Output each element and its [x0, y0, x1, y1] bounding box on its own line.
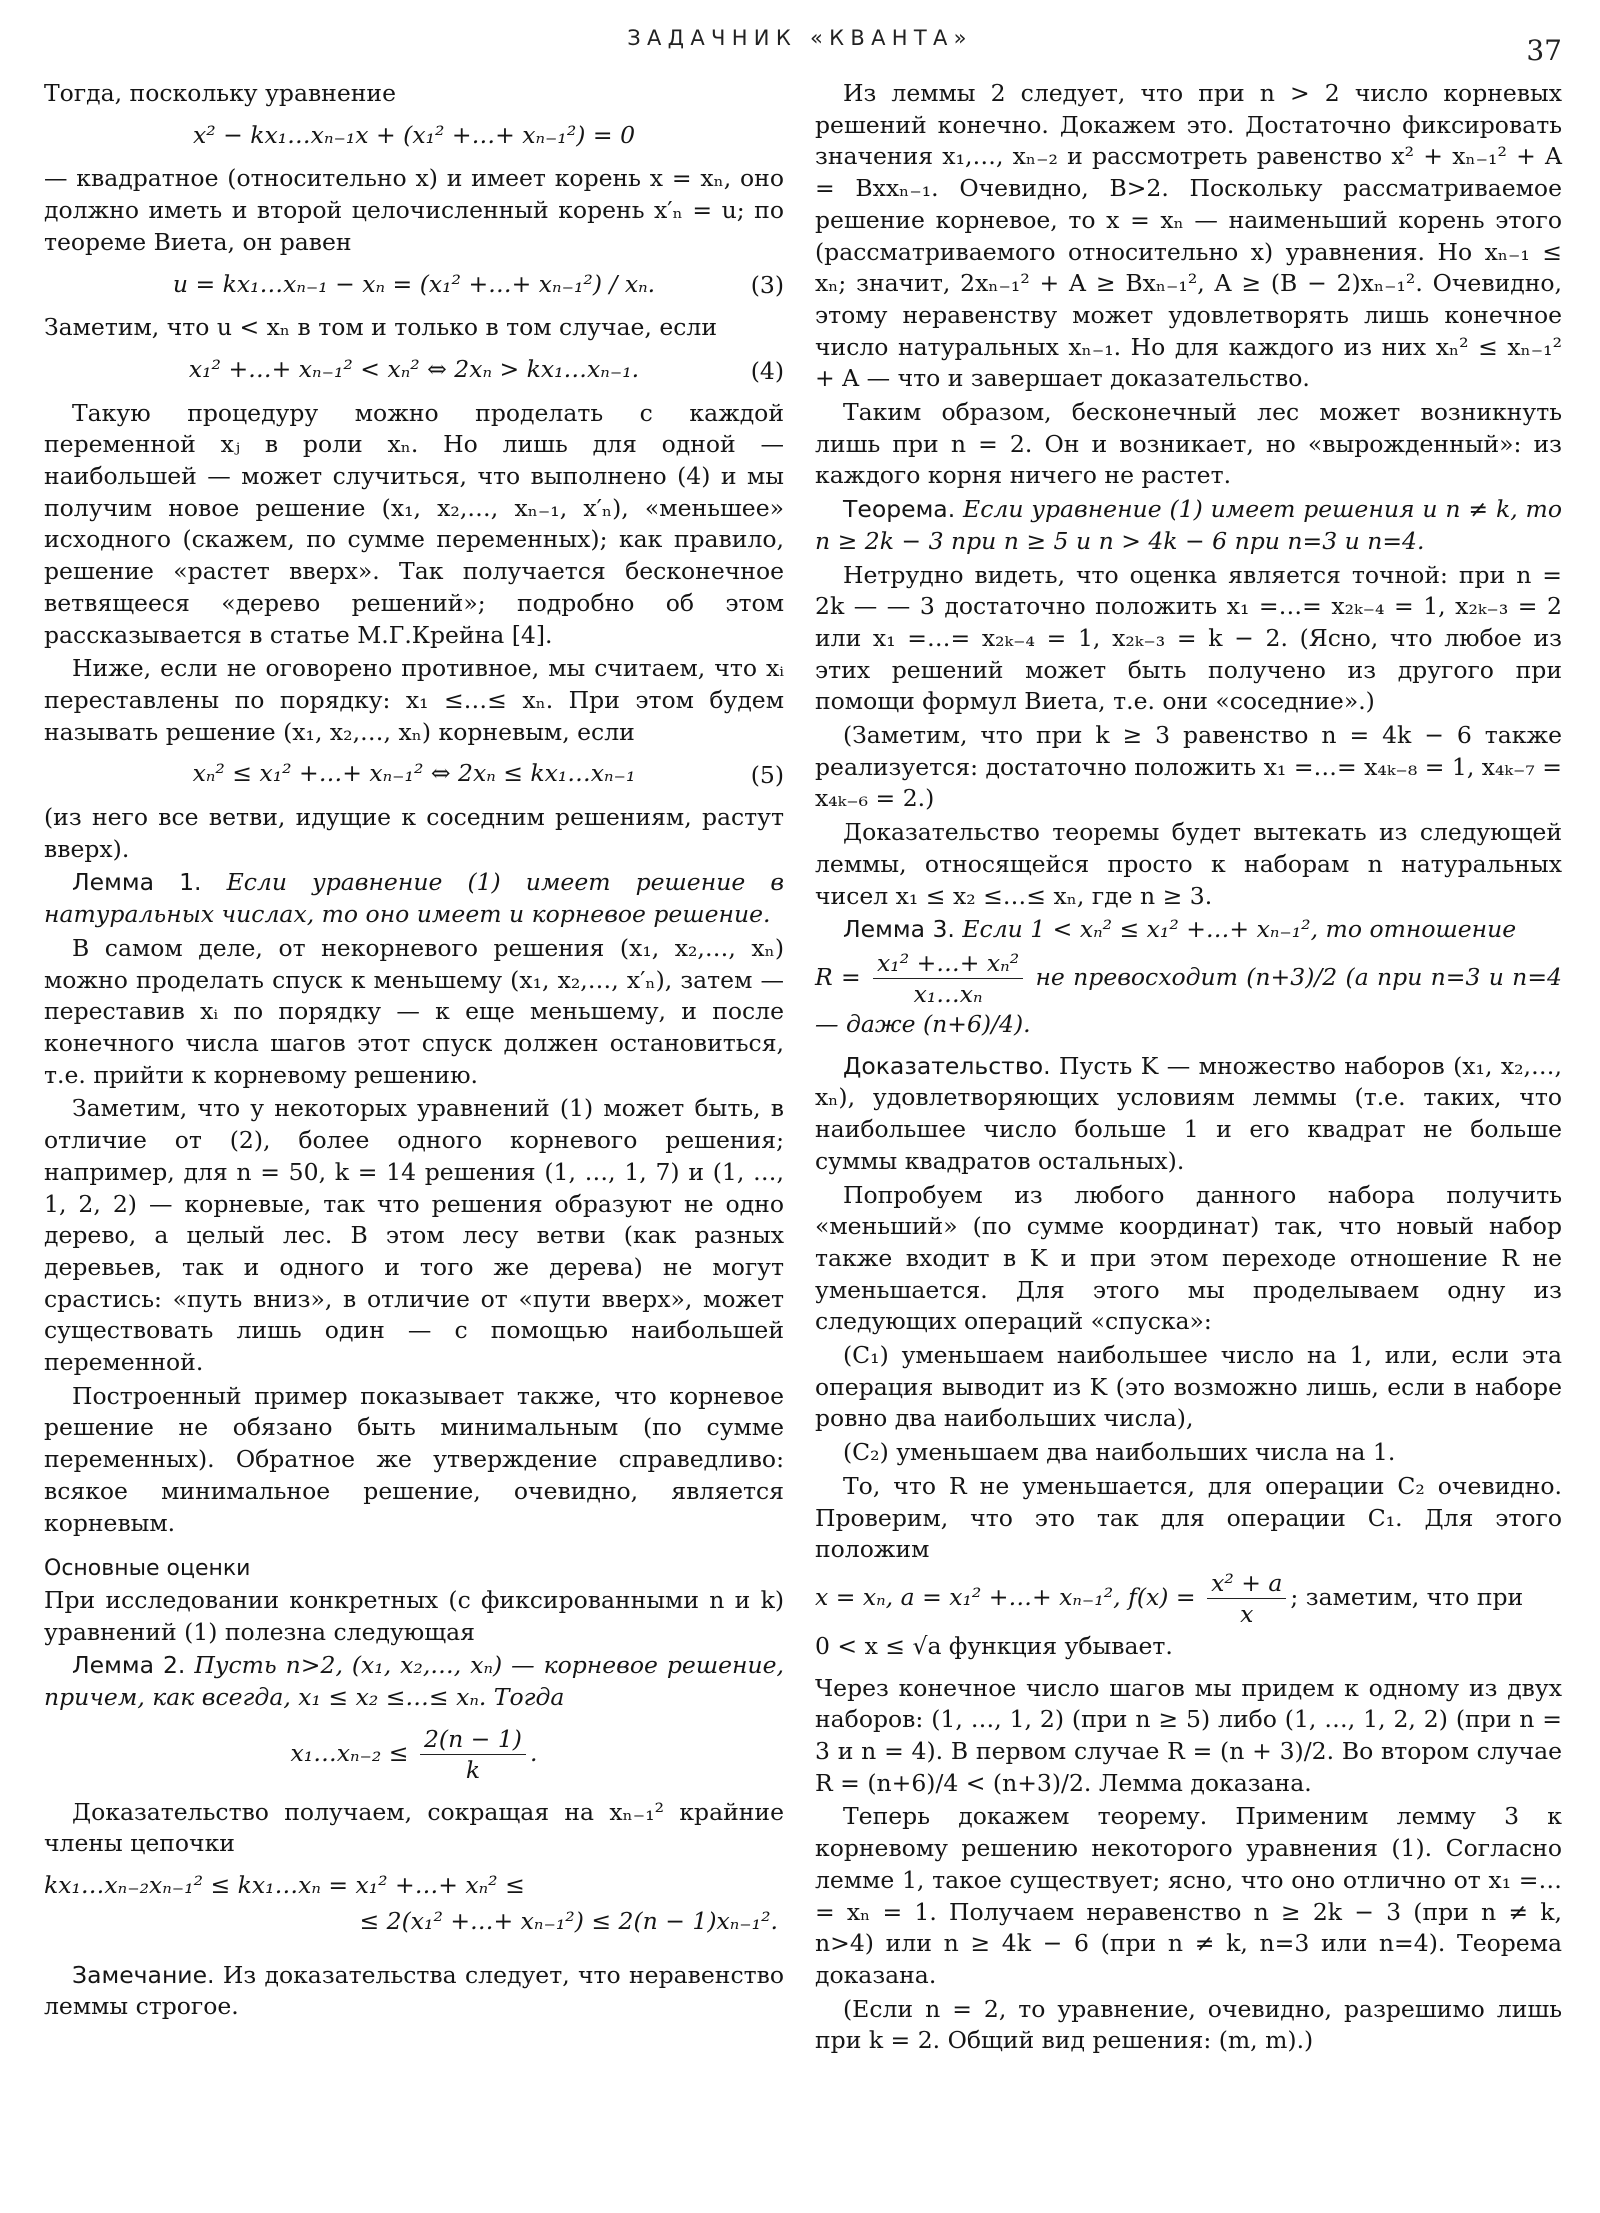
- formula-chain-2: ≤ 2(x₁² +…+ xₙ₋₁²) ≤ 2(n − 1)xₙ₋₁².: [359, 1906, 778, 1935]
- lemma-text: не превосходит (n+3)/2 (а при n=3 и n=4 — даже (n+6)/4).: [815, 962, 1562, 1038]
- left-column: [44, 78, 784, 2025]
- paragraph: Тогда, поскольку уравнение: [44, 79, 396, 107]
- numerator: x² + a: [1207, 1568, 1286, 1599]
- right-column: [815, 78, 1562, 2059]
- formula-3: [44, 261, 784, 313]
- formula-left: x₁…xₙ₋₂ ≤: [290, 1738, 409, 1767]
- formula-body: u = kx₁…xₙ₋₁ − xₙ = (x₁² +…+ xₙ₋₁²) / xₙ.: [172, 269, 656, 298]
- paragraph: (C₁) уменьшаем наибольшее число на 1, или, если эта операция выводит из K (это возможно лишь, если в наборе ровно два наибольших числа),: [815, 1341, 1562, 1433]
- paragraph: Заметим, что у некоторых уравнений (1) может быть, в отличие от (2), более одного корневого решения; например, для n = 50, k = 14 решения (1, …, 1, 7) и (1, …, 1, 2, 2) — корневые, так что решения образуют не одно дерево, а целый лес. В этом лесу ветви (как разных деревьев, так и одного и того же дерева) не могут срастись: «путь вниз», в отличие от «пути вверх», может существовать лишь один — с помощью наибольшей переменной.: [44, 1094, 784, 1377]
- lemma-1: [44, 867, 784, 930]
- page-number: 37: [1526, 34, 1562, 67]
- denominator: x₁…xₙ: [913, 979, 983, 1008]
- lemma-2: [44, 1650, 784, 1713]
- paragraph: Таким образом, бесконечный лес может возникнуть лишь при n = 2. Он и возникает, но «вырожденный»: из каждого корня ничего не растет.: [815, 398, 1562, 490]
- paragraph: (C₂) уменьшаем два наибольших числа на 1.: [843, 1438, 1396, 1467]
- paragraph: При исследовании конкретных (с фиксированными n и k) уравнений (1) полезна следующая: [44, 1585, 784, 1646]
- formula-chain-1: kx₁…xₙ₋₂xₙ₋₁² ≤ kx₁…xₙ = x₁² +…+ xₙ² ≤: [44, 1871, 525, 1900]
- formula-body: x₁² +…+ xₙ₋₁² < xₙ² ⇔ 2xₙ > kx₁…xₙ₋₁.: [188, 354, 640, 383]
- remark: [44, 1960, 784, 2023]
- section-heading: Основные оценки: [44, 1556, 251, 1582]
- formula-5: [44, 750, 784, 802]
- theorem-text: Если уравнение (1) имеет решения и n ≠ k, то n ≥ 2k − 3 при n ≥ 5 и n > 4k − 6 при n=3 и n=4.: [815, 495, 1562, 555]
- paragraph: (из него все ветви, идущие к соседним решениям, растут вверх).: [44, 803, 784, 863]
- paragraph: Попробуем из любого данного набора получить «меньший» (по сумме координат) так, что новый набор также входит в K и при этом переходе отношение R не уменьшается. Для этого мы проделываем одну из следующих операций «спуска»:: [815, 1180, 1562, 1336]
- fraction: [420, 1724, 526, 1785]
- proof: [815, 1051, 1562, 1178]
- formula-body: xₙ² ≤ x₁² +…+ xₙ₋₁² ⇔ 2xₙ ≤ kx₁…xₙ₋₁: [192, 759, 636, 788]
- lemma-R: R =: [815, 962, 861, 991]
- text: ; заметим, что при: [1290, 1582, 1524, 1611]
- fraction: [1207, 1568, 1286, 1629]
- numerator: x₁² +…+ xₙ²: [873, 948, 1023, 979]
- paragraph: 0 < x ≤ √a функция убывает.: [815, 1631, 1173, 1660]
- fraction: [873, 948, 1023, 1009]
- lemma-3: [815, 914, 1562, 946]
- paragraph: Нетрудно видеть, что оценка является точной: при n = 2k — — 3 достаточно положить x₁ =…= x₂ₖ₋₄ = 1, x₂ₖ₋₃ = 2 или x₁ =…= x₂ₖ₋₄ = 1, x₂ₖ₋₃ = k − 2. (Ясно, что любое из этих решений может быть получено из другого при помощи формул Виета, т.е. они «соседние».): [815, 560, 1562, 716]
- paragraph: Такую процедуру можно проделать с каждой переменной xⱼ в роли xₙ. Но лишь для одной — наибольшей — может случиться, что выполнено (4) и мы получим новое решение (x₁, x₂,…, xₙ₋₁, x′ₙ), «меньшее» исходного (скажем, по сумме переменных); как правило, решение «растет вверх». Так получается бесконечное ветвящееся «дерево решений»; подробно об этом рассказывается в статье М.Г.Крейна [4].: [44, 398, 784, 649]
- paragraph: Через конечное число шагов мы придем к одному из двух наборов: (1, …, 1, 2) (при n ≥ 5) либо (1, …, 1, 2, 2) (при n = 3 и n = 4). В первом случае R = (n + 3)/2. Во втором случае R = (n+6)/4 < (n+3)/2. Лемма доказана.: [815, 1673, 1562, 1797]
- formula-4: [44, 346, 784, 398]
- paragraph: (Заметим, что при k ≥ 3 равенство n = 4k − 6 также реализуется: достаточно положить x₁ =…= x₄ₖ₋₈ = 1, x₄ₖ₋₇ = x₄ₖ₋₆ = 2.): [815, 721, 1562, 813]
- proof-label: Доказательство.: [843, 1051, 1051, 1080]
- formula: x² − kx₁…xₙ₋₁x + (x₁² +…+ xₙ₋₁²) = 0: [192, 120, 636, 149]
- paragraph: Заметим, что u < xₙ в том и только в том случае, если: [44, 313, 718, 342]
- numerator: 2(n − 1): [420, 1724, 526, 1755]
- paragraph: — квадратное (относительно x) и имеет корень x = xₙ, оно должно иметь и второй целочисленный корень x′ₙ = u; по теореме Виета, он равен: [44, 164, 784, 256]
- paragraph: Ниже, если не оговорено противное, мы считаем, что xᵢ переставлены по порядку: x₁ ≤…≤ xₙ. При этом будем называть решение (x₁, x₂,…, xₙ) корневым, если: [44, 654, 784, 746]
- paragraph: Доказательство получаем, сокращая на xₙ₋₁² крайние члены цепочки: [44, 1797, 784, 1858]
- running-head: ЗАДАЧНИК «КВАНТА»: [627, 26, 973, 50]
- lemma-text: Если уравнение (1) имеет решение в натуральных числах, то оно имеет и корневое решение.: [44, 868, 784, 929]
- lemma-label: Лемма 3.: [843, 915, 955, 944]
- proof-text: Пусть K — множество наборов (x₁, x₂,…, xₙ), удовлетворяющих условиям леммы (т.е. таких, что наибольшее число больше 1 и его квадрат не больше суммы квадратов остальных).: [815, 1051, 1562, 1175]
- equation-number: (3): [750, 271, 784, 300]
- theorem: [815, 494, 1562, 557]
- paragraph: Из леммы 2 следует, что при n > 2 число корневых решений конечно. Докажем это. Достаточно фиксировать значения x₁,…, xₙ₋₂ и рассмотреть равенство x² + xₙ₋₁² + A = Bxxₙ₋₁. Очевидно, B>2. Поскольку рассматриваемое решение корневое, то x = xₙ — наименьший корень этого (рассматриваемого относительно x) уравнения. Но xₙ₋₁ ≤ xₙ; значит, 2xₙ₋₁² + A ≥ Bxₙ₋₁², A ≥ (B − 2)xₙ₋₁². Очевидно, этому неравенству может удовлетворять лишь конечное число натуральных xₙ₋₁. Но для каждого из них xₙ² ≤ xₙ₋₁² + A — что и завершает доказательство.: [815, 79, 1562, 393]
- remark-label: Замечание.: [72, 1960, 215, 1989]
- lemma-text: Пусть n>2, (x₁, x₂,…, xₙ) — корневое решение, причем, как всегда, x₁ ≤ x₂ ≤…≤ xₙ. Тогда: [44, 1651, 784, 1712]
- lemma-3-cont: [815, 948, 1562, 1041]
- paragraph: То, что R не уменьшается, для операции C₂ очевидно. Проверим, что это так для операции C₁. Для этого положим: [815, 1471, 1562, 1564]
- remark-text: Из доказательства следует, что неравенство леммы строгое.: [44, 1960, 784, 2021]
- formula-text: x = xₙ, a = x₁² +…+ xₙ₋₁², f(x) =: [815, 1582, 1196, 1611]
- paragraph: В самом деле, от некорневого решения (x₁, x₂,…, xₙ) можно проделать спуск к меньшему (x₁, x₂,…, x′ₙ), затем — переставив xᵢ по порядку — к еще меньшему, и после конечного числа шагов этот спуск должен остановиться, т.е. прийти к корневому решению.: [44, 933, 784, 1089]
- paragraph-function: [815, 1568, 1562, 1629]
- paragraph: Доказательство теоремы будет вытекать из следующей леммы, относящейся просто к наборам n натуральных чисел x₁ ≤ x₂ ≤…≤ xₙ, где n ≥ 3.: [815, 818, 1562, 910]
- equation-number: (5): [750, 761, 784, 790]
- lemma-text: Если 1 < xₙ² ≤ x₁² +…+ xₙ₋₁², то отношение: [962, 915, 1517, 944]
- denominator: x: [1240, 1599, 1254, 1628]
- paragraph: Теперь докажем теорему. Применим лемму 3 к корневому решению некоторого уравнения (1). Согласно лемме 1, такое существует; ясно, что оно отлично от x₁ =…= xₙ = 1. Получаем неравенство n ≥ 2k − 3 (при n ≠ k, n>4) или n ≥ 4k − 6 (при n ≠ k, n=3 или n=4). Теорема доказана.: [815, 1802, 1562, 1989]
- lemma-label: Лемма 1.: [72, 868, 202, 897]
- formula-end: .: [529, 1738, 538, 1767]
- denominator: k: [465, 1755, 481, 1784]
- theorem-label: Теорема.: [843, 495, 956, 524]
- paragraph: Построенный пример показывает также, что корневое решение не обязано быть минимальным (по сумме переменных). Обратное же утверждение справедливо: всякое минимальное решение, очевидно, является корневым.: [44, 1381, 784, 1537]
- formula-lemma2: [44, 1716, 784, 1797]
- equation-number: (4): [750, 356, 784, 385]
- lemma-label: Лемма 2.: [72, 1651, 186, 1680]
- paragraph: (Если n = 2, то уравнение, очевидно, разрешимо лишь при k = 2. Общий вид решения: (m, m).): [815, 1994, 1562, 2055]
